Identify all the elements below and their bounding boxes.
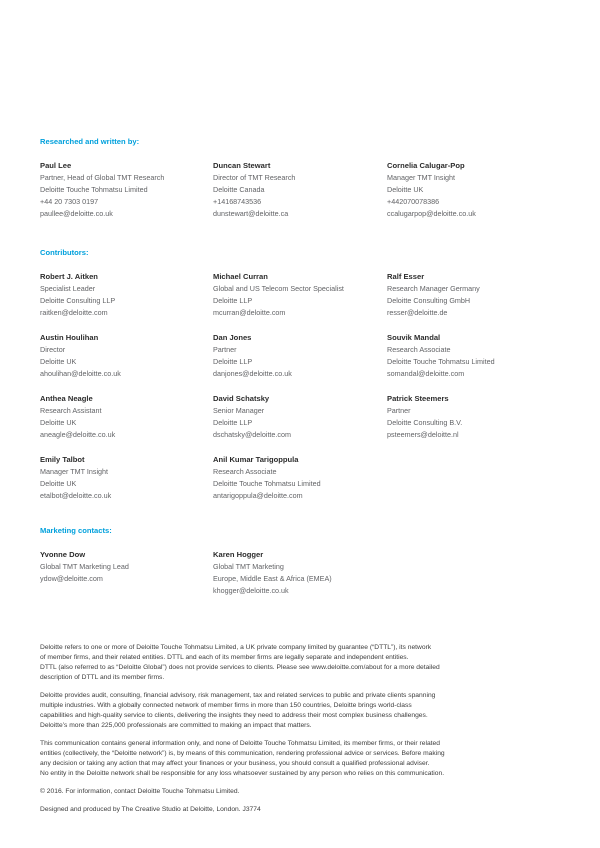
person-org: Deloitte LLP <box>213 418 253 427</box>
person-role: Manager TMT Insight <box>40 467 109 476</box>
person-email: somandal@deloitte.com <box>387 369 465 378</box>
person-name: Michael Curran <box>213 272 268 281</box>
person-org: Deloitte UK <box>387 185 424 194</box>
section-researched <box>40 137 588 220</box>
person-org: Deloitte LLP <box>213 296 253 305</box>
person-org: Deloitte UK <box>40 357 77 366</box>
person-role: Global and US Telecom Sector Specialist <box>213 284 344 293</box>
people-grid <box>40 271 588 502</box>
person-name: Patrick Steemers <box>387 394 449 403</box>
legal-paragraph <box>40 787 445 797</box>
person-name: Ralf Esser <box>387 272 425 281</box>
legal-paragraph <box>40 805 445 815</box>
person-card <box>40 332 213 380</box>
person-role: Partner <box>387 406 411 415</box>
person-email: mcurran@deloitte.com <box>213 308 286 317</box>
person-role: Research Associate <box>213 467 277 476</box>
person-name: Cornelia Calugar-Pop <box>387 161 465 170</box>
legal-line: Deloitte refers to one or more of Deloitte Touche Tohmatsu Limited, a UK private company limited by guarantee (“DTTL”), its network <box>40 644 432 651</box>
person-card <box>387 393 588 441</box>
person-email: paullee@deloitte.co.uk <box>40 209 113 218</box>
legal-line: Deloitte provides audit, consulting, financial advisory, risk management, tax and related services to public and private clients spanning <box>40 692 436 699</box>
person-org: Deloitte Touche Tohmatsu Limited <box>213 479 321 488</box>
person-card <box>213 160 387 220</box>
person-card <box>213 332 387 380</box>
person-name: David Schatsky <box>213 394 270 403</box>
person-name: Emily Talbot <box>40 455 85 464</box>
people-grid <box>40 549 588 597</box>
person-role: Manager TMT Insight <box>387 173 456 182</box>
person-name: Souvik Mandal <box>387 333 441 342</box>
person-card <box>40 271 213 319</box>
person-name: Austin Houlihan <box>40 333 99 342</box>
credits-line: Designed and produced by The Creative Studio at Deloitte, London. J3774 <box>40 806 261 813</box>
person-role: Research Associate <box>387 345 451 354</box>
person-card <box>40 160 213 220</box>
person-name: Paul Lee <box>40 161 72 170</box>
legal-line: DTTL (also referred to as “Deloitte Global”) does not provide services to clients. Please see www.deloitte.com/about for a more detailed <box>40 664 440 671</box>
person-role: Global TMT Marketing <box>213 562 284 571</box>
person-phone: +14168743536 <box>213 197 262 206</box>
person-org: Deloitte UK <box>40 418 77 427</box>
person-email: aneagle@deloitte.co.uk <box>40 430 116 439</box>
person-card <box>387 332 588 380</box>
section-contributors <box>40 248 588 502</box>
person-email: raitken@deloitte.com <box>40 308 108 317</box>
legal-line: This communication contains general information only, and none of Deloitte Touche Tohmatsu Limited, its member firms, or their related <box>40 740 440 747</box>
section-heading: Contributors: <box>40 248 89 257</box>
person-card <box>213 549 387 597</box>
person-org: Deloitte Consulting B.V. <box>387 418 463 427</box>
person-card <box>213 393 387 441</box>
person-region: Europe, Middle East & Africa (EMEA) <box>213 574 332 583</box>
person-card <box>40 393 213 441</box>
person-role: Senior Manager <box>213 406 265 415</box>
people-grid <box>40 160 588 220</box>
legal-line: No entity in the Deloitte network shall be responsible for any loss whatsoever sustained by any person who relies on this communication. <box>40 770 445 777</box>
person-name: Anil Kumar Tarigoppula <box>213 455 299 464</box>
legal-section <box>40 643 445 823</box>
grid-spacer <box>387 549 588 597</box>
person-phone: +44 20 7303 0197 <box>40 197 99 206</box>
section-heading: Researched and written by: <box>40 137 140 146</box>
person-name: Anthea Neagle <box>40 394 93 403</box>
person-name: Robert J. Aitken <box>40 272 98 281</box>
person-card <box>213 271 387 319</box>
legal-line: of member firms, and their related entities. DTTL and each of its member firms are legally separate and independent entities. <box>40 654 409 661</box>
person-email: etalbot@deloitte.co.uk <box>40 491 112 500</box>
person-email: ccalugarpop@deloitte.co.uk <box>387 209 476 218</box>
person-org: Deloitte Canada <box>213 185 265 194</box>
person-name: Yvonne Dow <box>40 550 86 559</box>
person-email: dschatsky@deloitte.com <box>213 430 292 439</box>
person-card <box>387 271 588 319</box>
person-org: Deloitte Touche Tohmatsu Limited <box>40 185 148 194</box>
person-card <box>40 549 213 597</box>
person-email: resser@deloitte.de <box>387 308 448 317</box>
person-org: Deloitte Consulting GmbH <box>387 296 471 305</box>
person-role: Research Manager Germany <box>387 284 480 293</box>
section-marketing <box>40 526 588 597</box>
section-heading: Marketing contacts: <box>40 526 112 535</box>
person-org: Deloitte LLP <box>213 357 253 366</box>
person-org: Deloitte Touche Tohmatsu Limited <box>387 357 495 366</box>
person-role: Partner <box>213 345 237 354</box>
legal-line: multiple industries. With a globally connected network of member firms in more than 150 countries, Deloitte brings world-class <box>40 702 412 709</box>
person-name: Karen Hogger <box>213 550 264 559</box>
person-name: Duncan Stewart <box>213 161 271 170</box>
person-role: Global TMT Marketing Lead <box>40 562 129 571</box>
person-email: antarigoppula@deloitte.com <box>213 491 303 500</box>
legal-paragraph <box>40 739 445 779</box>
person-email: ydow@deloitte.com <box>40 574 103 583</box>
person-role: Research Assistant <box>40 406 102 415</box>
person-email: dunstewart@deloitte.ca <box>213 209 289 218</box>
legal-line: capabilities and high-quality service to clients, delivering the insights they need to address their most complex business challenges. <box>40 712 428 719</box>
person-email: khogger@deloitte.co.uk <box>213 586 289 595</box>
person-email: danjones@deloitte.co.uk <box>213 369 292 378</box>
person-card <box>213 454 387 502</box>
person-email: ahoulihan@deloitte.co.uk <box>40 369 121 378</box>
legal-line: any decision or taking any action that may affect your finances or your business, you should consult a qualified professional adviser. <box>40 760 430 767</box>
person-email: psteemers@deloitte.nl <box>387 430 459 439</box>
person-org: Deloitte Consulting LLP <box>40 296 116 305</box>
legal-line: entities (collectively, the “Deloitte network”) is, by means of this communication, rendering professional advice or services. Before making <box>40 750 445 757</box>
person-name: Dan Jones <box>213 333 252 342</box>
person-card <box>40 454 213 502</box>
person-role: Director <box>40 345 66 354</box>
legal-paragraph <box>40 691 445 731</box>
legal-line: description of DTTL and its member firms. <box>40 674 165 681</box>
person-role: Partner, Head of Global TMT Research <box>40 173 165 182</box>
person-role: Director of TMT Research <box>213 173 296 182</box>
legal-paragraph <box>40 643 445 683</box>
person-card <box>387 160 588 220</box>
legal-line: Deloitte’s more than 225,000 professionals are committed to making an impact that matters. <box>40 722 312 729</box>
person-phone: +442070078386 <box>387 197 440 206</box>
copyright-line: © 2016. For information, contact Deloitte Touche Tohmatsu Limited. <box>40 788 240 795</box>
person-org: Deloitte UK <box>40 479 77 488</box>
person-role: Specialist Leader <box>40 284 96 293</box>
